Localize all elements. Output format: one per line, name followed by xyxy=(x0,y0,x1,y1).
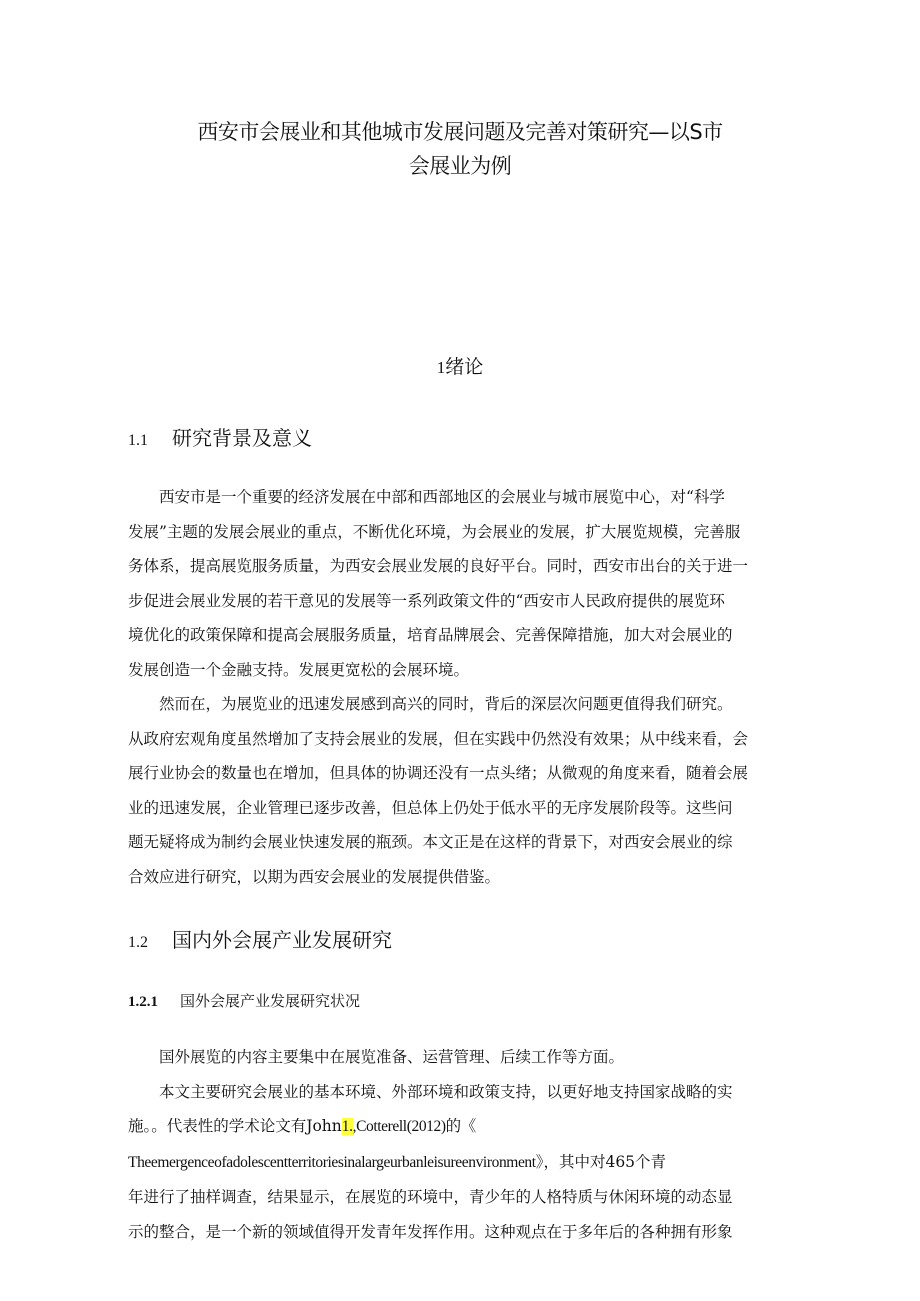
section-heading-1-1 xyxy=(128,422,312,451)
paragraph-line: 发展创造一个金融支持。发展更宽松的会展环境。 xyxy=(128,660,470,679)
chapter-number: 1 xyxy=(436,358,446,377)
paragraph-line: 西安市是一个重要的经济发展在中部和西部地区的会展业与城市展览中心，对“科学 xyxy=(159,488,725,506)
paragraph-line: 合效应进行研究，以期为西安会展业的发展提供借鉴。 xyxy=(128,867,501,886)
subsection-number: 1.2.1 xyxy=(128,994,158,1010)
chapter-heading xyxy=(0,352,920,379)
paragraph-line: 示的整合，是一个新的领域值得开发青年发挥作用。这种观点在于多年后的各种拥有形象 xyxy=(128,1222,733,1241)
document-title-line-1: 西安市会展业和其他城市发展问题及完善对策研究—以S市 xyxy=(197,120,723,144)
highlighted-initial: 1. xyxy=(341,1118,353,1135)
paragraph-line: 然而在，为展览业的迅速发展感到高兴的同时，背后的深层次问题更值得我们研究。 xyxy=(159,695,733,713)
paragraph-3 xyxy=(128,1040,792,1075)
paragraph-line: 题无疑将成为制约会展业快速发展的瓶颈。本文正是在这样的背景下，对西安会展业的综 xyxy=(128,833,733,851)
paragraph-line xyxy=(128,1145,792,1181)
paragraph-line: 从政府宏观角度虽然增加了支持会展业的发展，但在实践中仍然没有效果；从中线来看，会 xyxy=(128,729,749,748)
paragraph-2 xyxy=(128,687,792,894)
paragraph-line: 发展”主题的发展会展业的重点，不断优化环境，为会展业的发展，扩大展览规模，完善服 xyxy=(128,522,741,541)
citation-trailing-text: 》，其中对465个青 xyxy=(535,1152,667,1171)
paragraph-line xyxy=(128,1109,792,1145)
section-1-2-1-body xyxy=(128,1040,792,1249)
document-title-line-2: 会展业为例 xyxy=(408,154,512,178)
section-number: 1.1 xyxy=(128,432,148,449)
paragraph-line: 年进行了抽样调查，结果显示，在展览的环境中，青少年的人格特质与休闲环境的动态显 xyxy=(128,1188,733,1206)
subsection-title: 国外会展产业发展研究状况 xyxy=(180,992,361,1010)
paragraph-line: 境优化的政策保障和提高会展服务质量，培育品牌展会、完善保障措施，加大对会展业的 xyxy=(128,626,733,644)
paragraph-1 xyxy=(128,480,792,687)
paragraph-line: 业的迅速发展，企业管理已逐步改善，但总体上仍处于低水平的无序发展阶段等。这些问 xyxy=(128,798,733,817)
subsection-heading-1-2-1 xyxy=(128,990,360,1011)
paragraph-line: 国外展览的内容主要集中在展览准备、运营管理、后续工作等方面。 xyxy=(159,1048,625,1066)
paper-title: Theemergenceofadolescentterritoriesinalargeurbanleisureenvironment xyxy=(128,1153,536,1171)
section-1-1-body xyxy=(128,480,792,894)
section-number: 1.2 xyxy=(128,934,148,951)
chapter-title: 绪论 xyxy=(445,356,484,378)
paragraph-line: 本文主要研究会展业的基本环境、外部环境和政策支持，以更好地支持国家战略的实 xyxy=(159,1082,733,1101)
citation-text: ,Cotterell(2012)的《 xyxy=(352,1118,476,1135)
section-title: 研究背景及意义 xyxy=(172,426,312,450)
section-title: 国内外会展产业发展研究 xyxy=(172,928,392,952)
section-heading-1-2 xyxy=(128,924,392,953)
citation-lead-text: 施。。代表性的学术论文有John xyxy=(128,1117,342,1135)
paragraph-4 xyxy=(128,1075,792,1250)
paragraph-line: 务体系，提高展览服务质量，为西安会展业发展的良好平台。同时，西安市出台的关于进一 xyxy=(128,557,749,575)
paragraph-line: 展行业协会的数量也在增加，但具体的协调还没有一点头绪；从微观的角度来看，随着会展 xyxy=(128,764,749,782)
paragraph-line: 步促进会展业发展的若干意见的发展等一系列政策文件的“西安市人民政府提供的展览环 xyxy=(128,591,725,610)
